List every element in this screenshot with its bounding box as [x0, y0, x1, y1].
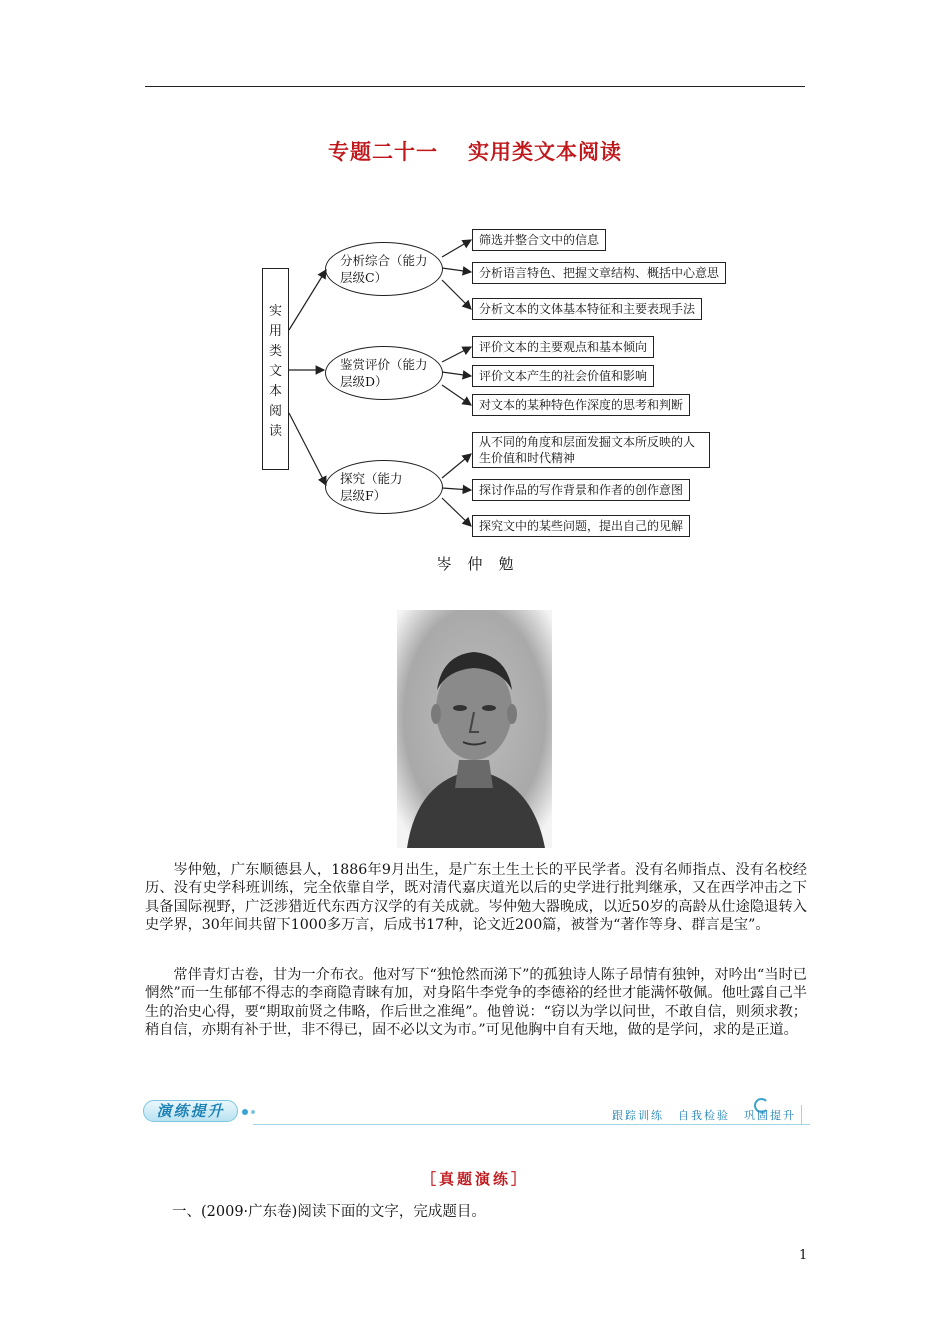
branch-label: 层级C）: [340, 270, 388, 285]
banner-end-line: [801, 1105, 802, 1125]
branch-exploration: [325, 460, 443, 514]
caption-char: 勉: [498, 555, 514, 573]
page-number: 1: [799, 1248, 808, 1263]
section-heading: ［真题演练］: [420, 1170, 529, 1188]
root-char: 用: [268, 324, 282, 339]
branch-label: 鉴赏评价（能力: [340, 357, 428, 372]
banner-tags: [598, 1107, 796, 1123]
leaf-box: 筛选并整合文中的信息: [472, 229, 606, 251]
branch-analysis: [325, 242, 443, 296]
root-char: 阅: [268, 404, 282, 419]
banner-tag: 自我检验: [678, 1109, 730, 1122]
root-char: 实: [268, 304, 282, 319]
leaf-box: 评价文本的主要观点和基本倾向: [472, 336, 654, 358]
branch-label: 层级F）: [340, 488, 387, 503]
banner-title: 演练提升: [143, 1100, 238, 1122]
leaf-box: 评价文本产生的社会价值和影响: [472, 365, 654, 387]
banner-underline: [253, 1124, 810, 1125]
leaf-box: 探讨作品的写作背景和作者的创作意图: [472, 479, 690, 501]
mind-map-root: [262, 268, 289, 470]
dots-icon: [242, 1108, 256, 1116]
portrait-caption: [0, 553, 950, 574]
portrait-illustration: [397, 610, 552, 848]
leaf-box: 从不同的角度和层面发掘文本所反映的人生价值和时代精神: [472, 432, 710, 468]
question-text: 一、(2009·广东卷)阅读下面的文字，完成题目。: [172, 1204, 486, 1220]
caption-char: 仲: [467, 555, 483, 573]
branch-label: 探究（能力: [340, 471, 403, 486]
branch-label: 层级D）: [340, 374, 388, 389]
banner-tag: 巩固提升: [744, 1109, 796, 1122]
bio-paragraph-1: 岑仲勉，广东顺德县人，1886年9月出生，是广东土生土长的平民学者。没有名师指点、没有名校经历、没有史学科班训练，完全依靠自学，既对清代嘉庆道光以后的史学进行批判继承，又在西学冲击之下具备国际视野，广泛涉猎近代东西方汉学的有关成就。岑仲勉大器晚成，以近50岁的高龄从仕途隐退转入史学界，30年间共留下1000多万言，后成书17种，论文近200篇，被誉为“著作等身、群言是宝”。: [145, 862, 807, 934]
banner-tag: 跟踪训练: [612, 1109, 664, 1122]
caption-char: 岑: [436, 555, 452, 573]
leaf-box: 分析语言特色、把握文章结构、概括中心意思: [472, 262, 726, 284]
practice-banner: [143, 1097, 810, 1127]
branch-appreciation: [325, 346, 443, 400]
branch-label: 分析综合（能力: [340, 253, 428, 268]
root-char: 文: [268, 364, 282, 379]
portrait-photo: [397, 610, 552, 848]
bio-paragraph-2: 常伴青灯古卷，甘为一介布衣。他对写下“独怆然而涕下”的孤独诗人陈子昂情有独钟，对吟出“当时已惘然”而一生郁郁不得志的李商隐青睐有加，对身陷牛李党争的李德裕的经世才能满怀敬佩。他吐露自己半生的治史心得，要“期取前贤之伟略，作后世之准绳”。他曾说：“窃以为学以问世，不敢自信，则须求教；稍自信，亦期有补于世，非不得已，固不必以文为市。”可见他胸中自有天地，做的是学问，求的是正道。: [145, 967, 807, 1039]
leaf-box: 探究文中的某些问题，提出自己的见解: [472, 515, 690, 537]
root-char: 读: [268, 424, 282, 439]
leaf-box: 对文本的某种特色作深度的思考和判断: [472, 394, 690, 416]
root-char: 本: [268, 384, 282, 399]
title-part2: 实用类文本阅读: [468, 139, 622, 164]
leaf-box: 分析文本的文体基本特征和主要表现手法: [472, 298, 702, 320]
root-char: 类: [268, 344, 282, 359]
title-part1: 专题二十一: [328, 139, 438, 164]
